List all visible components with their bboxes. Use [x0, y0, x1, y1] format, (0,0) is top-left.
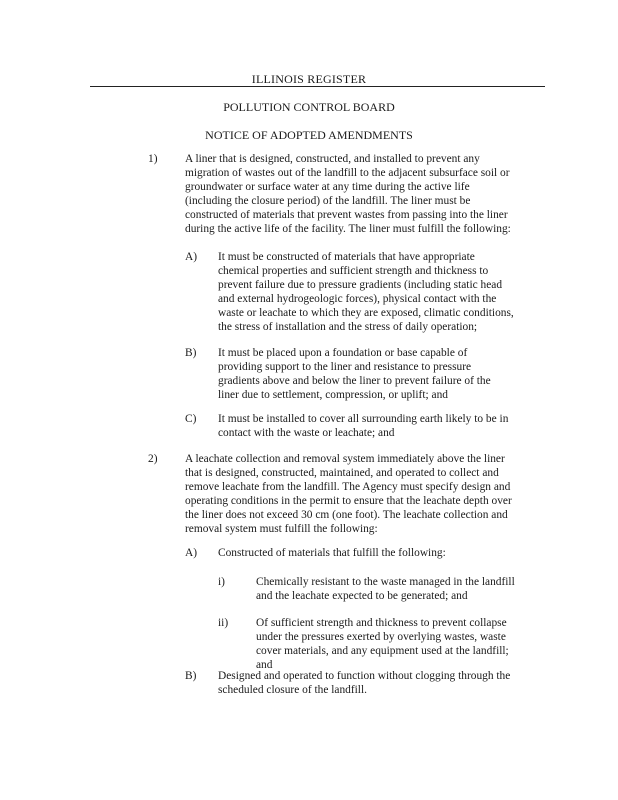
subitem-label: C) — [185, 413, 197, 425]
item-label: 1) — [148, 153, 158, 165]
item-label: 2) — [148, 453, 158, 465]
subsubitem-label: i) — [218, 576, 225, 588]
subsubitem-label: ii) — [218, 617, 229, 629]
register-title: ILLINOIS REGISTER — [251, 72, 367, 86]
subsubitem-text: Of sufficient strength and thickness to prevent collapse under the pressures exerted by overlying wastes, waste cover materials, and any equipment used at the landfill; and — [256, 617, 509, 671]
header-rule — [90, 86, 545, 87]
subitem-label: B) — [185, 670, 197, 682]
item-text: A leachate collection and removal system immediately above the liner that is designed, constructed, maintained, and operated to collect and remove leachate from the landfill. The Agency must specify design and operating conditions in the permit to ensure that the leachate depth over the liner does not exceed 30 cm (one foot). The leachate collection and removal system must fulfill the following: — [185, 453, 512, 535]
item-text: A liner that is designed, constructed, and installed to prevent any migration of wastes out of the landfill to the adjacent subsurface soil or groundwater or surface water at any time during the active life (including the closure period) of the landfill. The liner must be constructed of materials that prevent wastes from passing into the liner during the active life of the facility. The liner must fulfill the following: — [185, 153, 511, 235]
subitem-label: B) — [185, 347, 197, 359]
subitem-text: It must be placed upon a foundation or base capable of providing support to the liner and resistance to pressure gradients above and below the liner to prevent failure of the liner due to settlement, compression, or uplift; and — [218, 347, 491, 401]
board-title: POLLUTION CONTROL BOARD — [223, 100, 395, 114]
subsubitem-text: Chemically resistant to the waste managed in the landfill and the leachate expected to be generated; and — [256, 576, 515, 602]
notice-title: NOTICE OF ADOPTED AMENDMENTS — [205, 128, 413, 142]
subitem-text: It must be constructed of materials that have appropriate chemical properties and sufficient strength and thickness to prevent failure due to pressure gradients (including static head and external hydrogeologic forces), physical contact with the waste or leachate to which they are exposed, climatic conditions, the stress of installation and the stress of daily operation; — [218, 251, 514, 333]
subitem-text: Constructed of materials that fulfill the following: — [218, 547, 446, 559]
subitem-text: Designed and operated to function without clogging through the scheduled closure of the landfill. — [218, 670, 511, 696]
subitem-text: It must be installed to cover all surrounding earth likely to be in contact with the waste or leachate; and — [218, 413, 509, 439]
subitem-label: A) — [185, 251, 198, 263]
subitem-label: A) — [185, 547, 198, 559]
